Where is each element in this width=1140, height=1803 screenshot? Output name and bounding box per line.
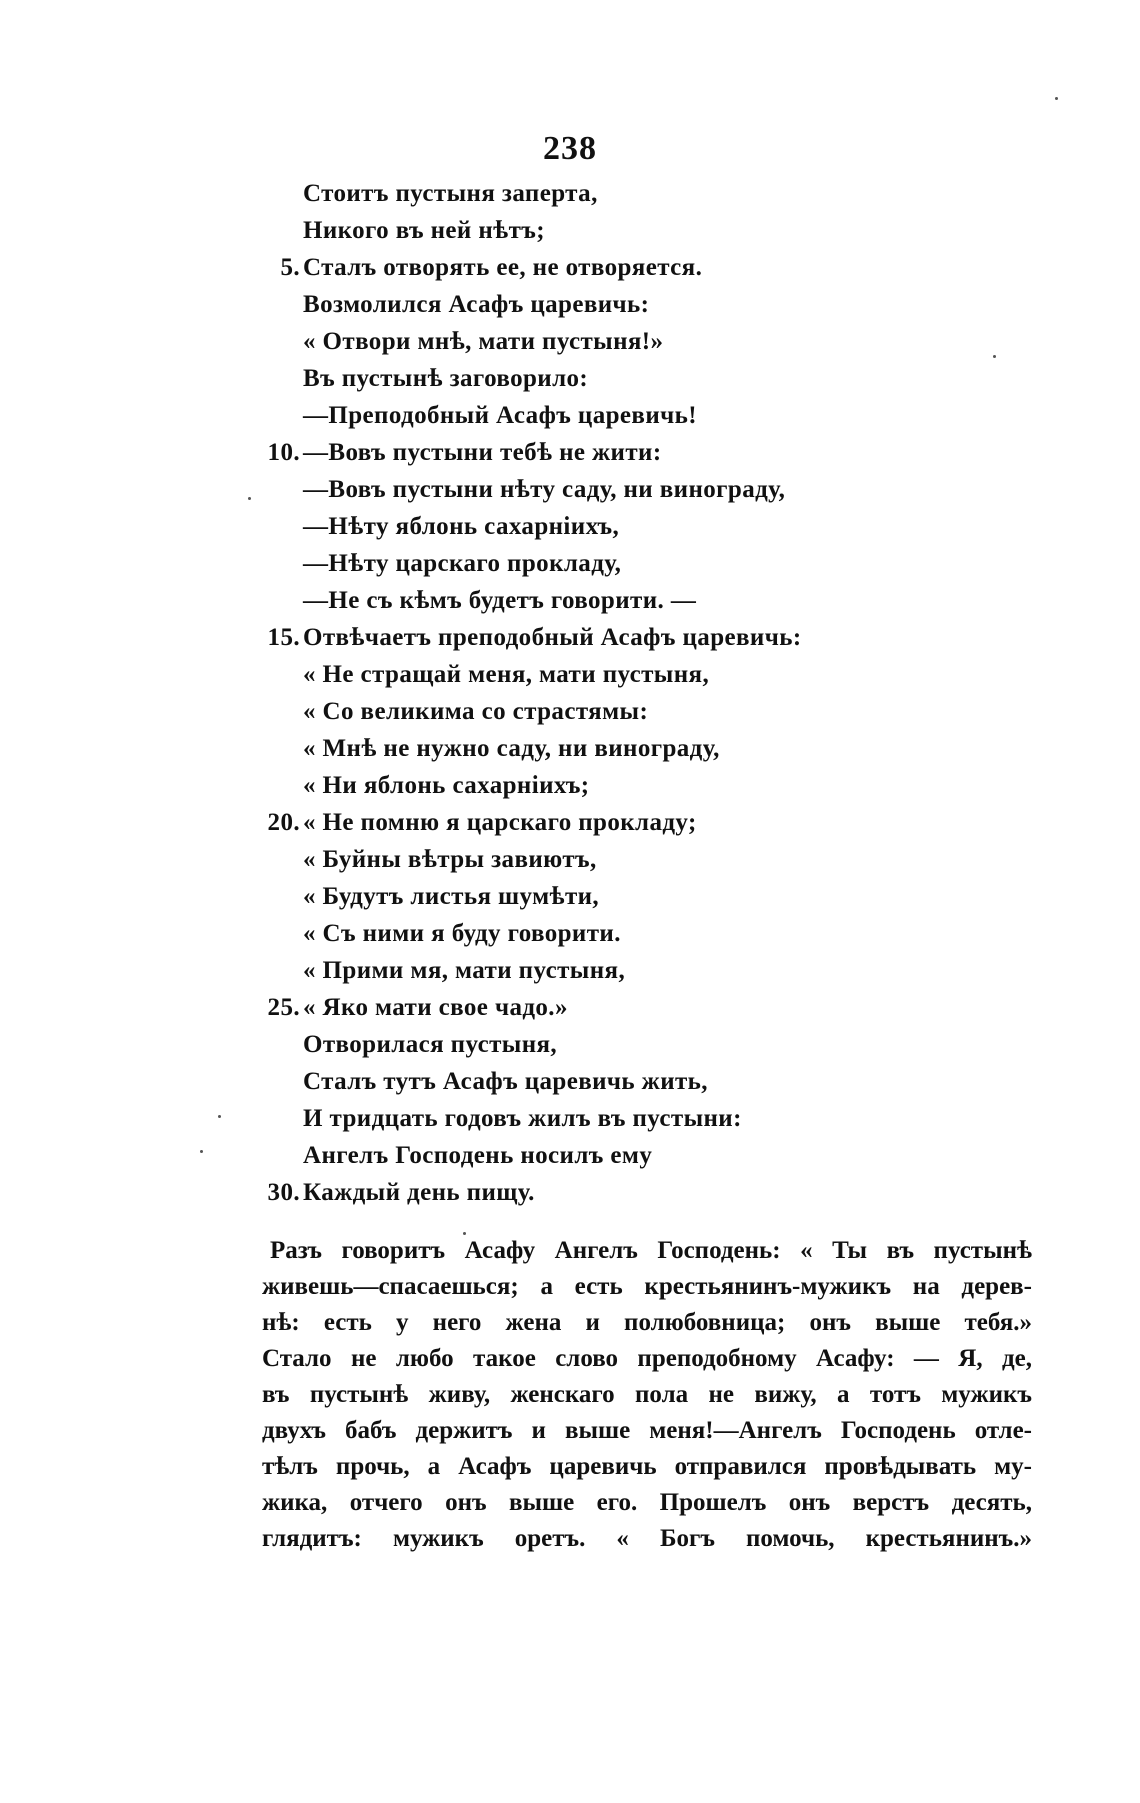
prose-line: жика, отчего онъ выше его. Прошелъ онъ верстъ десять, bbox=[262, 1489, 1032, 1516]
poem-line bbox=[0, 513, 1140, 550]
line-text: Сталъ отворять ее, не отворяется. bbox=[303, 254, 703, 281]
prose-line: живешь—спасаешься; а есть крестьянинъ-мужикъ на дерев- bbox=[262, 1273, 1032, 1300]
prose-line: Разъ говоритъ Асафу Ангелъ Господень: « Ты въ пустынѣ bbox=[270, 1237, 1032, 1264]
line-text: И тридцать годовъ жилъ въ пустыни: bbox=[303, 1105, 742, 1132]
prose-line: въ пустынѣ живу, женскаго пола не вижу, а тотъ мужикъ bbox=[262, 1381, 1032, 1408]
poem-line bbox=[0, 624, 1140, 661]
poem-line bbox=[0, 587, 1140, 624]
poem-line bbox=[0, 920, 1140, 957]
prose-line: тѣлъ прочь, а Асафъ царевичь отправился провѣдывать му- bbox=[262, 1453, 1032, 1480]
line-text: « Не помню я царскаго прокладу; bbox=[303, 809, 697, 836]
poem-line bbox=[0, 180, 1140, 217]
line-text: —Нѣту яблонь сахарніихъ, bbox=[303, 513, 620, 540]
line-text: « Съ ними я буду говорити. bbox=[303, 920, 621, 947]
page-number: 238 bbox=[543, 130, 597, 167]
print-speck bbox=[993, 355, 996, 358]
prose-paragraph bbox=[262, 1233, 1032, 1557]
poem-line bbox=[0, 735, 1140, 772]
line-text: Стоитъ пустыня заперта, bbox=[303, 180, 598, 207]
prose-line: Стало не любо такое слово преподобному Асафу: — Я, де, bbox=[262, 1345, 1032, 1372]
poem-line bbox=[0, 883, 1140, 920]
line-text: Сталъ тутъ Асафъ царевичь жить, bbox=[303, 1068, 708, 1095]
print-speck bbox=[248, 497, 251, 500]
print-speck bbox=[463, 1232, 466, 1235]
poem-line bbox=[0, 809, 1140, 846]
line-text: —Преподобный Асафъ царевичь! bbox=[303, 402, 697, 429]
line-text: « Ни яблонь сахарніихъ; bbox=[303, 772, 590, 799]
line-text: —Не съ кѣмъ будетъ говорити. — bbox=[303, 587, 697, 614]
poem-line bbox=[0, 402, 1140, 439]
print-speck bbox=[218, 1115, 221, 1118]
line-text: « Яко мати свое чадо.» bbox=[303, 994, 568, 1021]
line-number: 25. bbox=[267, 994, 300, 1021]
poem-line bbox=[0, 1068, 1140, 1105]
poem-line bbox=[0, 476, 1140, 513]
print-speck bbox=[200, 1150, 203, 1153]
poem-line bbox=[0, 698, 1140, 735]
line-text: « Со великима со страстямы: bbox=[303, 698, 649, 725]
poem-line bbox=[0, 1142, 1140, 1179]
poem-line bbox=[0, 328, 1140, 365]
poem-line bbox=[0, 957, 1140, 994]
prose-line: двухъ бабъ держитъ и выше меня!—Ангелъ Господень отле- bbox=[262, 1417, 1032, 1444]
prose-line: глядитъ: мужикъ оретъ. « Богъ помочь, крестьянинъ.» bbox=[262, 1525, 1032, 1552]
line-number: 5. bbox=[280, 254, 300, 281]
poem-line bbox=[0, 846, 1140, 883]
line-text: Каждый день пищу. bbox=[303, 1179, 535, 1206]
line-text: Отвѣчаетъ преподобный Асафъ царевичь: bbox=[303, 624, 802, 651]
poem-line bbox=[0, 291, 1140, 328]
line-text: Никого въ ней нѣтъ; bbox=[303, 217, 545, 244]
line-text: « Мнѣ не нужно саду, ни винограду, bbox=[303, 735, 720, 762]
poem-line bbox=[0, 994, 1140, 1031]
line-number: 20. bbox=[267, 809, 300, 836]
line-number: 10. bbox=[267, 439, 300, 466]
line-number: 15. bbox=[267, 624, 300, 651]
poem-line bbox=[0, 217, 1140, 254]
line-text: « Буйны вѣтры завиютъ, bbox=[303, 846, 597, 873]
line-text: Ангелъ Господень носилъ ему bbox=[303, 1142, 653, 1169]
line-text: —Вовъ пустыни нѣту саду, ни винограду, bbox=[303, 476, 786, 503]
line-text: « Прими мя, мати пустыня, bbox=[303, 957, 626, 984]
poem-line bbox=[0, 1031, 1140, 1068]
poem-line bbox=[0, 661, 1140, 698]
poem-line bbox=[0, 1105, 1140, 1142]
poem-line bbox=[0, 439, 1140, 476]
line-text: —Вовъ пустыни тебѣ не жити: bbox=[303, 439, 662, 466]
poem-line bbox=[0, 772, 1140, 809]
prose-line: нѣ: есть у него жена и полюбовница; онъ выше тебя.» bbox=[262, 1309, 1032, 1336]
poem-line bbox=[0, 365, 1140, 402]
line-text: Отворилася пустыня, bbox=[303, 1031, 558, 1058]
poem-line bbox=[0, 254, 1140, 291]
poem-line bbox=[0, 550, 1140, 587]
poem bbox=[0, 180, 1140, 1216]
poem-line bbox=[0, 1179, 1140, 1216]
line-text: « Будутъ листья шумѣти, bbox=[303, 883, 600, 910]
line-text: « Не стращай меня, мати пустыня, bbox=[303, 661, 710, 688]
line-text: —Нѣту царскаго прокладу, bbox=[303, 550, 622, 577]
line-number: 30. bbox=[267, 1179, 300, 1206]
line-text: Въ пустынѣ заговорило: bbox=[303, 365, 589, 392]
print-speck bbox=[1055, 97, 1058, 100]
line-text: « Отвори мнѣ, мати пустыня!» bbox=[303, 328, 664, 355]
line-text: Возмолился Асафъ царевичь: bbox=[303, 291, 650, 318]
